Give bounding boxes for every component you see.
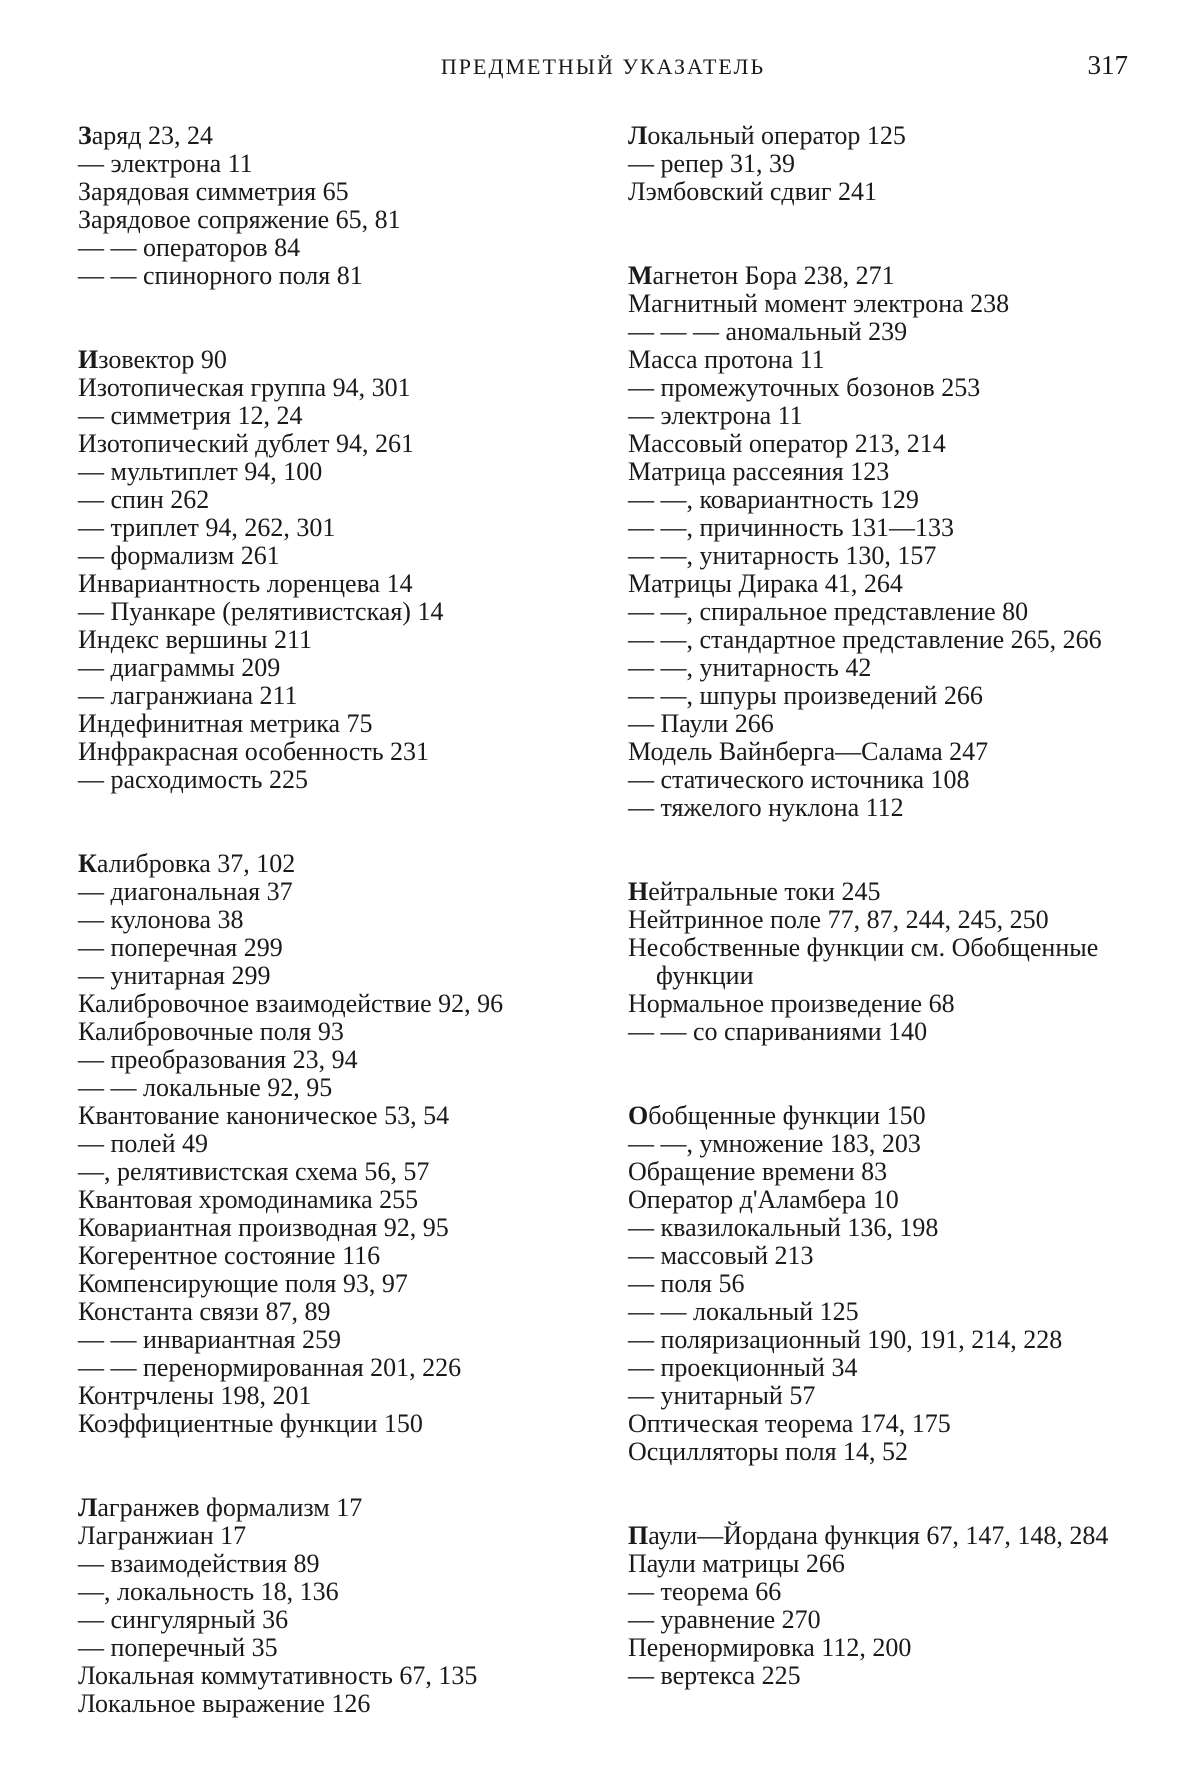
index-entry: — —, унитарность 130, 157 [628, 541, 937, 570]
index-entry: — диагональная 37 [78, 877, 293, 906]
index-letter-group [78, 1494, 598, 1718]
right-column [628, 122, 1138, 1746]
index-entry: — —, причинность 131—133 [628, 513, 955, 542]
index-entry: Модель Вайнберга—Салама 247 [628, 737, 989, 766]
index-entry: Матрица рассеяния 123 [628, 457, 890, 486]
index-entry: — — локальный 125 [628, 1297, 859, 1326]
index-entry: Матрицы Дирака 41, 264 [628, 569, 903, 598]
index-letter-group [628, 122, 1138, 206]
index-letter-group [628, 1522, 1138, 1690]
index-entry: Компенсирующие поля 93, 97 [78, 1269, 408, 1298]
index-entry: —, локальность 18, 136 [78, 1577, 339, 1606]
index-entry: Изотопический дублет 94, 261 [78, 429, 415, 458]
index-entry: Магнитный момент электрона 238 [628, 289, 1010, 318]
index-entry: Несобственные функции см. Обобщенные функции [628, 933, 1099, 990]
index-entry: — лагранжиана 211 [78, 681, 298, 710]
index-entry: — — спинорного поля 81 [78, 261, 363, 290]
page-header [78, 48, 1128, 88]
index-entry: — — инвариантная 259 [78, 1325, 341, 1354]
index-entry: Квантовая хромодинамика 255 [78, 1185, 419, 1214]
index-entry: — кулонова 38 [78, 905, 244, 934]
index-entry: — триплет 94, 262, 301 [78, 513, 336, 542]
index-letter-group [628, 262, 1138, 822]
index-entry: Паули матрицы 266 [628, 1549, 845, 1578]
index-entry: — электрона 11 [78, 149, 253, 178]
index-entry: Индекс вершины 211 [78, 625, 312, 654]
index-letter-group [628, 1102, 1138, 1466]
index-entry: — — со спариваниями 140 [628, 1017, 928, 1046]
index-entry: Паули—Йордана функция 67, 147, 148, 284 [628, 1521, 1109, 1550]
index-entry: — массовый 213 [628, 1241, 814, 1270]
index-letter-group [78, 122, 598, 290]
index-entry: Оператор д'Аламбера 10 [628, 1185, 899, 1214]
index-entry: Изовектор 90 [78, 345, 227, 374]
index-entry: Нейтринное поле 77, 87, 244, 245, 250 [628, 905, 1049, 934]
index-letter-group [78, 346, 598, 794]
index-entry: — расходимость 225 [78, 765, 309, 794]
index-entry: — репер 31, 39 [628, 149, 795, 178]
index-entry: — вертекса 225 [628, 1661, 801, 1690]
index-entry: Контрчлены 198, 201 [78, 1381, 312, 1410]
index-entry: — формализм 261 [78, 541, 280, 570]
index-entry: Лагранжиан 17 [78, 1521, 247, 1550]
index-entry: — — — аномальный 239 [628, 317, 908, 346]
index-entry: Магнетон Бора 238, 271 [628, 261, 895, 290]
index-entry: — —, шпуры произведений 266 [628, 681, 983, 710]
index-entry: — сингулярный 36 [78, 1605, 289, 1634]
index-entry: — спин 262 [78, 485, 210, 514]
index-entry: Локальное выражение 126 [78, 1689, 371, 1718]
index-entry: Калибровочное взаимодействие 92, 96 [78, 989, 504, 1018]
index-entry: Нормальное произведение 68 [628, 989, 955, 1018]
index-entry: Перенормировка 112, 200 [628, 1633, 912, 1662]
index-entry: — —, унитарность 42 [628, 653, 872, 682]
index-entry: Коэффициентные функции 150 [78, 1409, 423, 1438]
index-entry: Инвариантность лоренцева 14 [78, 569, 413, 598]
index-entry: — —, спиральное представление 80 [628, 597, 1029, 626]
index-entry: — симметрия 12, 24 [78, 401, 303, 430]
index-entry: Лагранжев формализм 17 [78, 1493, 363, 1522]
index-entry: Локальная коммутативность 67, 135 [78, 1661, 478, 1690]
index-entry: — статического источника 108 [628, 765, 970, 794]
index-entry: Массовый оператор 213, 214 [628, 429, 946, 458]
index-entry: — —, умножение 183, 203 [628, 1129, 921, 1158]
index-entry: Ковариантная производная 92, 95 [78, 1213, 449, 1242]
index-entry: Индефинитная метрика 75 [78, 709, 373, 738]
index-entry: — поля 56 [628, 1269, 745, 1298]
index-entry: Осцилляторы поля 14, 52 [628, 1437, 909, 1466]
index-entry: Масса протона 11 [628, 345, 825, 374]
index-entry: — проекционный 34 [628, 1353, 858, 1382]
index-entry: Изотопическая группа 94, 301 [78, 373, 411, 402]
index-entry: — — операторов 84 [78, 233, 301, 262]
index-entry: Локальный оператор 125 [628, 121, 906, 150]
index-entry: Оптическая теорема 174, 175 [628, 1409, 951, 1438]
running-title: ПРЕДМЕТНЫЙ УКАЗАТЕЛЬ [440, 54, 766, 79]
index-entry: — — перенормированная 201, 226 [78, 1353, 462, 1382]
page-number: 317 [1087, 50, 1128, 80]
index-entry: —, релятивистская схема 56, 57 [78, 1157, 430, 1186]
index-entry: — электрона 11 [628, 401, 803, 430]
index-entry: — поляризационный 190, 191, 214, 228 [628, 1325, 1063, 1354]
index-entry: Лэмбовский сдвиг 241 [628, 177, 877, 206]
left-column [78, 122, 598, 1774]
index-entry: — тяжелого нуклона 112 [628, 793, 904, 822]
index-entry: Квантование каноническое 53, 54 [78, 1101, 450, 1130]
index-entry: — поперечная 299 [78, 933, 283, 962]
index-entry: Заряд 23, 24 [78, 121, 213, 150]
index-entry: — унитарный 57 [628, 1381, 816, 1410]
index-entry: — унитарная 299 [78, 961, 271, 990]
index-entry: — квазилокальный 136, 198 [628, 1213, 939, 1242]
index-entry: — —, стандартное представление 265, 266 [628, 625, 1102, 654]
index-entry: — —, ковариантность 129 [628, 485, 919, 514]
index-entry: — мультиплет 94, 100 [78, 457, 323, 486]
index-entry: Обобщенные функции 150 [628, 1101, 926, 1130]
index-entry: Нейтральные токи 245 [628, 877, 881, 906]
index-entry: Зарядовая симметрия 65 [78, 177, 349, 206]
index-entry: — промежуточных бозонов 253 [628, 373, 981, 402]
index-entry: — Паули 266 [628, 709, 774, 738]
index-entry: — Пуанкаре (релятивистская) 14 [78, 597, 444, 626]
index-letter-group [628, 878, 1138, 1046]
index-entry: — полей 49 [78, 1129, 208, 1158]
index-entry: — поперечный 35 [78, 1633, 278, 1662]
index-letter-group [78, 850, 598, 1438]
index-entry: Константа связи 87, 89 [78, 1297, 331, 1326]
index-entry: Инфракрасная особенность 231 [78, 737, 430, 766]
index-entry: — взаимодействия 89 [78, 1549, 320, 1578]
index-entry: — — локальные 92, 95 [78, 1073, 333, 1102]
index-entry: Когерентное состояние 116 [78, 1241, 381, 1270]
index-entry: — уравнение 270 [628, 1605, 821, 1634]
index-entry: — преобразования 23, 94 [78, 1045, 358, 1074]
index-entry: Зарядовое сопряжение 65, 81 [78, 205, 401, 234]
index-entry: Обращение времени 83 [628, 1157, 888, 1186]
index-entry: Калибровка 37, 102 [78, 849, 296, 878]
index-entry: — теорема 66 [628, 1577, 782, 1606]
index-entry: — диаграммы 209 [78, 653, 281, 682]
index-entry: Калибровочные поля 93 [78, 1017, 344, 1046]
